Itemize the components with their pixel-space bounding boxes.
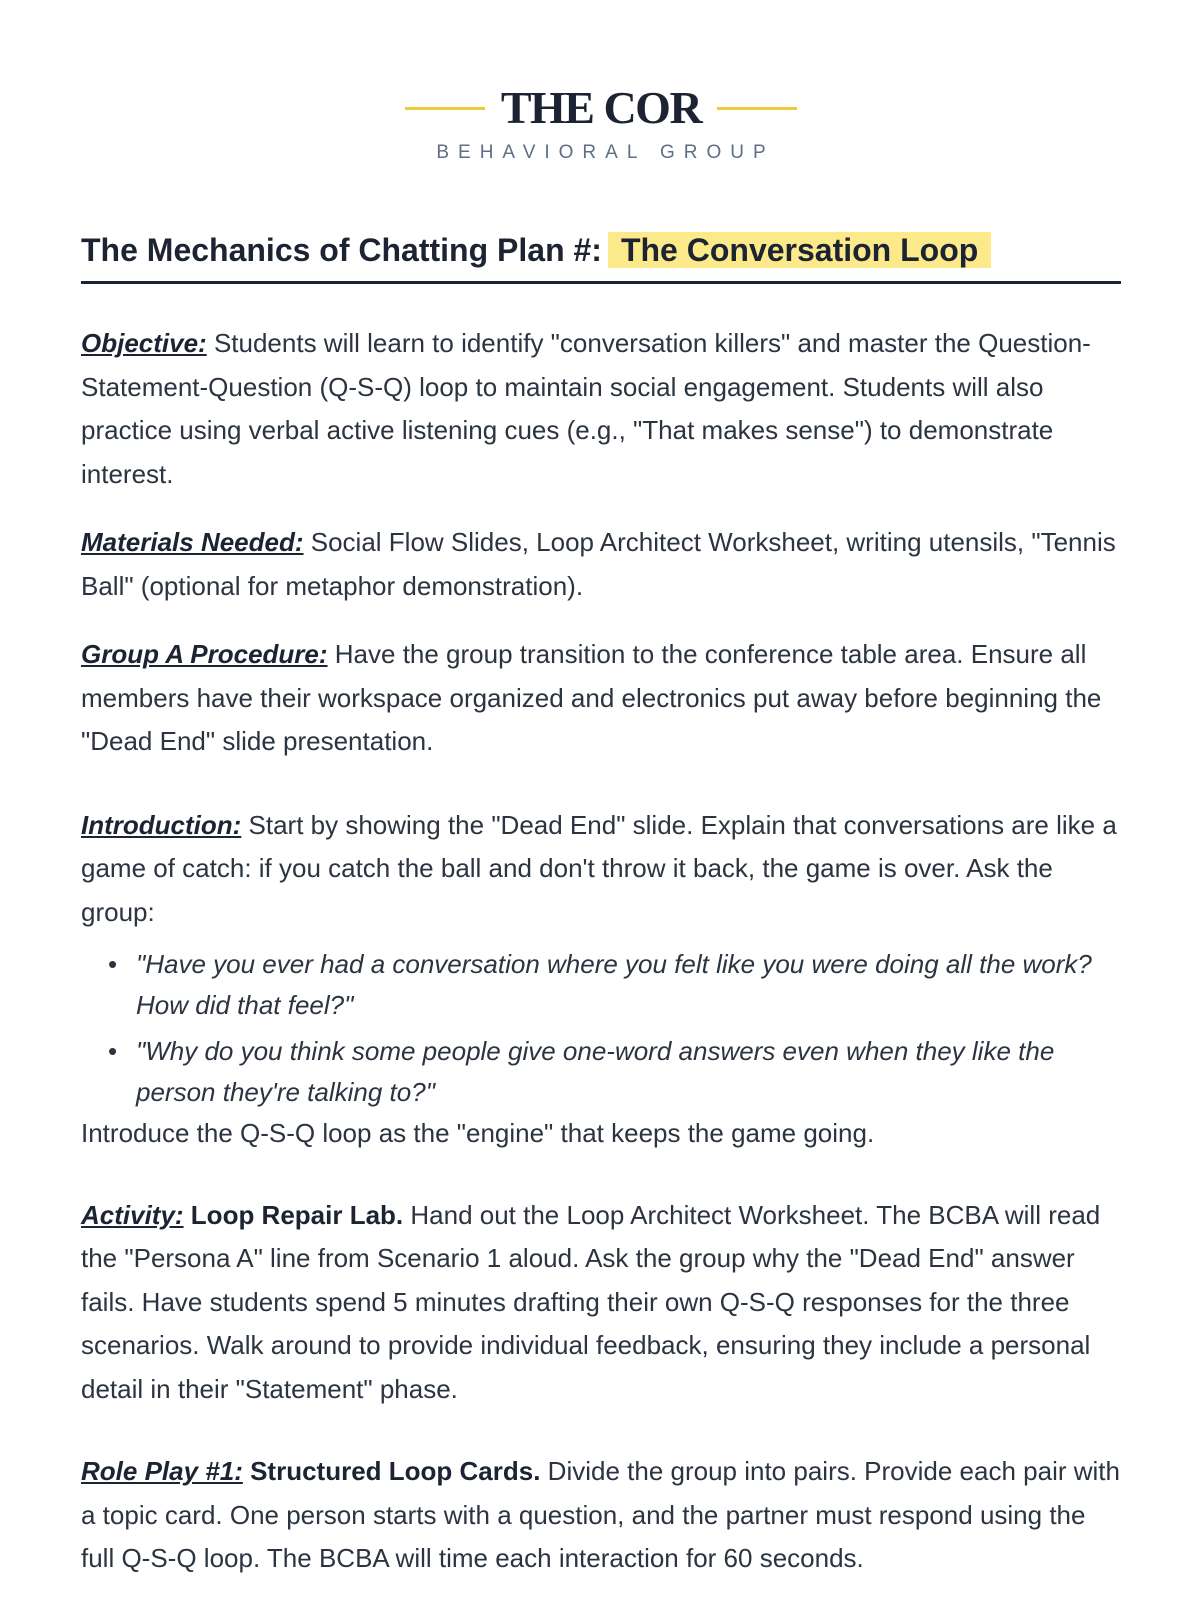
bullet-icon: •	[108, 1036, 118, 1066]
activity-label: Activity:	[81, 1199, 184, 1230]
logo-row	[81, 80, 1121, 136]
title-prefix: The Mechanics of Chatting Plan #:	[81, 232, 602, 268]
group-a-text: Have the group transition to the conference table area. Ensure all members have their workspace organized and electronics put away before beginning the "Dead End" slide presentation.	[81, 639, 1102, 756]
bullet-icon: •	[108, 949, 118, 979]
objective-label: Objective:	[81, 328, 207, 358]
logo-title: THE COR	[500, 82, 702, 133]
page-title-block	[81, 228, 1121, 284]
lesson-body	[81, 322, 1121, 1581]
logo-right-rule	[717, 107, 797, 110]
question-text: "Have you ever had a conversation where you felt like you were doing all the work? How did that feel?"	[136, 949, 1092, 1020]
logo-subtitle: BEHAVIORAL GROUP	[436, 142, 775, 163]
objective-text: Students will learn to identify "conversation killers" and master the Question-Statement-Question (Q-S-Q) loop to maintain social engagement. Students will also practice using verbal active listening cues (e.g., "That makes sense") to demonstrate interest.	[81, 328, 1091, 489]
activity-section	[81, 1194, 1121, 1412]
title-highlight: The Conversation Loop	[608, 232, 991, 268]
group-a-label: Group A Procedure:	[81, 639, 328, 669]
activity-text: Hand out the Loop Architect Worksheet. The BCBA will read the "Persona A" line from Scenario 1 aloud. Ask the group why the "Dead End" answer fails. Have students spend 5 minutes drafting their own Q-S-Q responses for the three scenarios. Walk around to provide individual feedback, ensuring they include a personal detail in their "Statement" phase.	[81, 1199, 1101, 1404]
role-play-1-section	[81, 1450, 1121, 1581]
introduction-section	[81, 804, 1121, 935]
page-title	[81, 228, 1121, 272]
role-play-1-label: Role Play #1:	[81, 1456, 243, 1486]
objective-section	[81, 322, 1121, 496]
list-item	[108, 944, 1121, 1025]
question-text: "Why do you think some people give one-word answers even when they like the person they're talking to?"	[136, 1036, 1055, 1107]
role-play-1-name: Structured Loop Cards.	[242, 1456, 541, 1486]
introduction-label: Introduction:	[81, 809, 242, 840]
role-play-1-text: Divide the group into pairs. Provide each pair with a topic card. One person starts with a question, and the partner must respond using the full Q-S-Q loop. The BCBA will time each interaction for 60 seconds.	[81, 1456, 1120, 1573]
activity-name: Loop Repair Lab.	[183, 1199, 404, 1230]
group-a-procedure-section	[81, 633, 1121, 764]
list-item	[108, 1031, 1121, 1112]
materials-section	[81, 521, 1121, 608]
introduction-outro: Introduce the Q-S-Q loop as the "engine" that keeps the game going.	[81, 1118, 875, 1148]
materials-text: Social Flow Slides, Loop Architect Worksheet, writing utensils, "Tennis Ball" (optional for metaphor demonstration).	[81, 527, 1116, 601]
materials-label: Materials Needed:	[81, 527, 304, 557]
logo-left-rule	[405, 107, 485, 110]
discussion-question-list	[81, 944, 1121, 1112]
company-logo	[81, 80, 1121, 164]
introduction-text: Start by showing the "Dead End" slide. Explain that conversations are like a game of catch: if you catch the ball and don't throw it back, the game is over. Ask the group:	[81, 809, 1117, 927]
